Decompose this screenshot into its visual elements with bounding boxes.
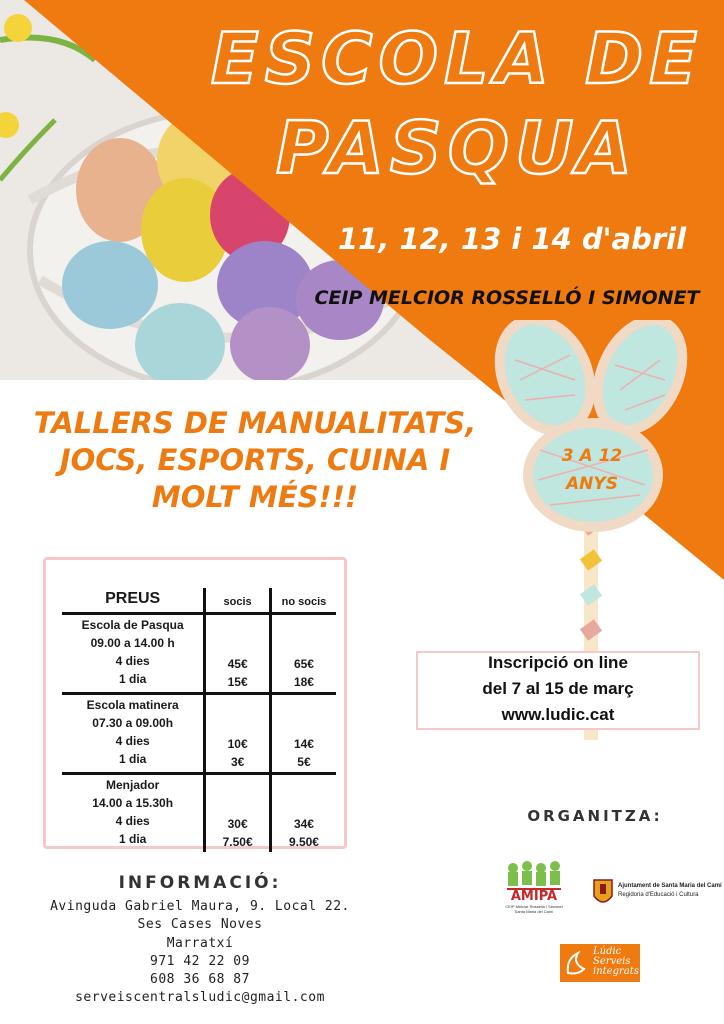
price-non-member-value: 18€	[293, 675, 314, 689]
age-unit-text: ANYS	[566, 474, 618, 494]
main-title-line-2: PASQUA	[276, 106, 638, 190]
school-name: CEIP MELCIOR ROSSELLÓ I SIMONET	[314, 287, 700, 309]
age-range-text: 3 A 12	[561, 446, 623, 466]
address-line: Avinguda Gabriel Maura, 9. Local 22.	[50, 899, 350, 914]
price-member-value: 30€	[227, 817, 248, 831]
ajuntament-logo-text	[618, 882, 722, 900]
price-non-member-value: 14€	[293, 737, 314, 751]
price-member-value: 45€	[227, 657, 248, 671]
ajuntament-name: Ajuntament de Santa Maria del Camí	[618, 883, 722, 889]
price-option: 1 dia	[118, 752, 147, 766]
price-member-value: 15€	[227, 675, 248, 689]
price-group-hours: 07.30 a 09.00h	[92, 716, 174, 730]
ludic-logo-text	[593, 947, 639, 977]
price-group-name: Escola de Pasqua	[81, 618, 184, 632]
info-title: INFORMACIÓ:	[118, 873, 282, 893]
price-non-member-value: 5€	[297, 755, 311, 769]
mobile-number[interactable]: 608 36 68 87	[150, 972, 250, 988]
amipa-logo-text: AMIPA	[510, 889, 558, 904]
price-member-value: 7.50€	[222, 835, 253, 849]
neighbourhood-line: Ses Cases Noves	[137, 917, 263, 933]
ludic-logo-icon	[564, 949, 590, 977]
amipa-town-text: Santa Maria del Camí	[514, 909, 554, 914]
workshops-headline	[20, 405, 490, 516]
price-option: 4 dies	[115, 734, 150, 748]
ludic-subtitle-1: Serveis	[593, 956, 631, 967]
email-link[interactable]: serveiscentralsludic@gmail.com	[75, 990, 325, 1006]
amipa-logo-subtitle	[499, 904, 569, 914]
ajuntament-department: Regidoria d'Educació i Cultura	[618, 892, 699, 898]
organizers-title: ORGANITZA:	[527, 807, 663, 825]
ludic-logo	[560, 944, 640, 982]
contact-info	[20, 898, 380, 1008]
price-row-escola-matinera	[62, 694, 336, 774]
price-member-value: 10€	[227, 737, 248, 751]
age-range-badge	[530, 442, 654, 498]
amipa-school-text: CEIP Melcior Rosselló i Simonet	[505, 904, 563, 909]
event-dates: 11, 12, 13 i 14 d'abril	[337, 222, 687, 256]
price-option: 4 dies	[115, 814, 150, 828]
price-member-value: 3€	[230, 755, 245, 769]
price-group-name: Menjador	[105, 778, 160, 792]
price-option: 4 dies	[115, 654, 150, 668]
price-row-escola-pasqua	[62, 614, 336, 694]
registration-line-1: Inscripció on line	[488, 653, 628, 672]
workshops-line-1: TALLERS DE MANUALITATS,	[33, 406, 477, 440]
main-title-line-1: ESCOLA DE	[210, 18, 704, 100]
price-option: 1 dia	[118, 832, 147, 846]
price-option: 1 dia	[118, 672, 147, 686]
town-crest-icon	[592, 878, 614, 908]
price-non-member-value: 34€	[293, 817, 314, 831]
price-non-member-value: 65€	[293, 657, 314, 671]
registration-info	[416, 650, 700, 728]
price-group-name: Escola matinera	[86, 698, 179, 712]
phone-number[interactable]: 971 42 22 09	[150, 953, 250, 969]
price-group-hours: 14.00 a 15.30h	[92, 796, 174, 810]
workshops-line-3: MOLT MÉS!!!	[151, 480, 359, 514]
price-row-menjador	[62, 774, 336, 853]
price-non-member-value: 9.50€	[288, 835, 319, 849]
price-header-members: socis	[205, 588, 271, 614]
town-line: Marratxí	[166, 935, 234, 951]
price-group-hours: 09.00 a 14.00 h	[90, 636, 175, 650]
ludic-subtitle-2: integrats	[593, 966, 639, 977]
registration-dates: del 7 al 15 de març	[482, 679, 634, 698]
price-header-item: PREUS	[62, 588, 205, 614]
ludic-name: Lúdic	[593, 946, 622, 957]
price-header-non-members: no socis	[270, 588, 336, 614]
registration-website-link[interactable]: www.ludic.cat	[501, 705, 615, 724]
price-table	[62, 588, 336, 852]
workshops-line-2: JOCS, ESPORTS, CUINA I	[59, 443, 451, 477]
